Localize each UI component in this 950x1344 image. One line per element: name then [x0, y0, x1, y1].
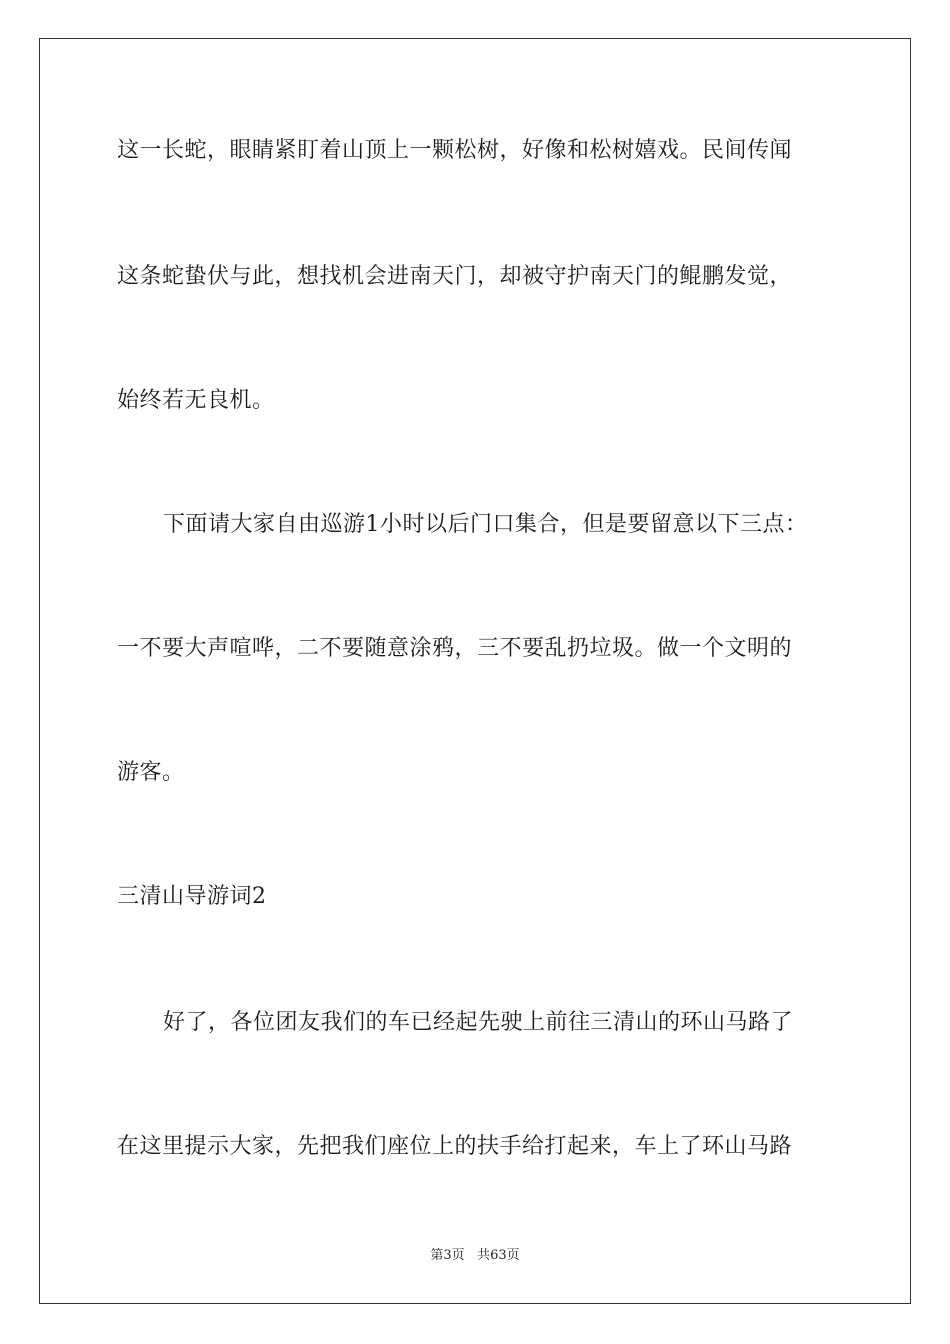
body-text-line: 始终若无良机。 [117, 388, 275, 413]
page-footer [0, 1247, 950, 1265]
page-number: 第3页 [430, 1248, 465, 1263]
page-border [39, 38, 911, 1304]
body-text-line: 一不要大声喧哗，二不要随意涂鸦，三不要乱扔垃圾。做一个文明的 [117, 636, 793, 661]
body-text-line: 在这里提示大家，先把我们座位上的扶手给打起来，车上了环山马路 [117, 1134, 793, 1159]
paragraph-start-line: 下面请大家自由巡游1小时以后门口集合，但是要留意以下三点： [163, 512, 808, 537]
page-total: 共63页 [477, 1248, 520, 1263]
section-heading: 三清山导游词2 [117, 884, 267, 909]
body-text-line: 游客。 [117, 760, 185, 785]
paragraph-start-line: 好了，各位团友我们的车已经起先驶上前往三清山的环山马路了 [163, 1010, 794, 1035]
body-text-line: 这条蛇蛰伏与此，想找机会进南天门，却被守护南天门的鲲鹏发觉， [117, 264, 793, 289]
body-text-line: 这一长蛇，眼睛紧盯着山顶上一颗松树，好像和松树嬉戏。民间传闻 [117, 138, 793, 163]
